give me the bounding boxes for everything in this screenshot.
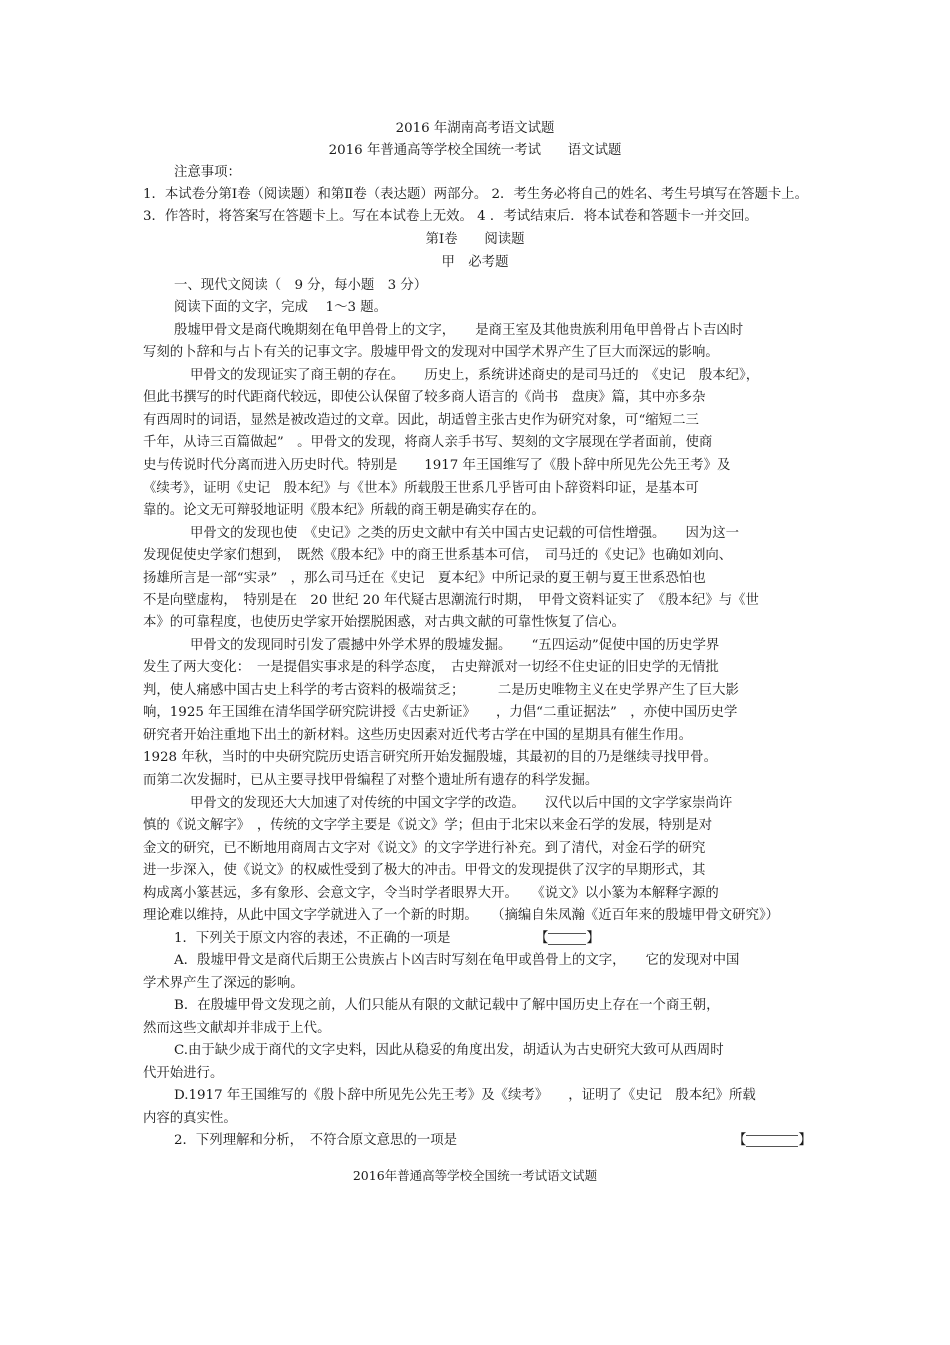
notice-line: 3．作答时，将答案写在答题卡上。写在本试卷上无效。 4 ．考试结束后．将本试卷和答题卡一并交回。 (143, 209, 758, 224)
passage-line: 殷墟甲骨文是商代晚期刻在龟甲兽骨上的文字， 是商王室及其他贵族利用龟甲兽骨占卜吉凶时 (174, 323, 744, 338)
option-b-line: 然而这些文献却并非成于上代。 (143, 1021, 331, 1036)
passage-line: 金文的研究，已不断地用商周古文字对《说文》的文字学进行补充。到了清代，对金石学的研究 (143, 841, 706, 856)
passage-line: 史与传说时代分离而进入历史时代。特别是 1917 年王国维写了《殷卜辞中所见先公先王考》及 (143, 458, 731, 473)
reading-instruction: 阅读下面的文字，完成 1～3 题。 (174, 300, 388, 315)
part-heading: 甲 必考题 (441, 255, 509, 270)
answer-blank (548, 933, 586, 945)
question-1-stem: 1．下列关于原文内容的表述，不正确的一项是 (174, 931, 451, 946)
option-c-line: 代开始进行。 (143, 1066, 224, 1081)
passage-line: 发现促使史学家们想到， 既然《殷本纪》中的商王世系基本可信， 司马迁的《史记》也确如刘向、 (143, 548, 733, 563)
passage-line: 1928 年秋，当时的中央研究院历史语言研究所开始发掘殷墟，其最初的目的乃是继续寻找甲骨。 (143, 750, 717, 765)
option-a-line: A．殷墟甲骨文是商代后期王公贵族占卜凶吉时写刻在龟甲或兽骨上的文字， 它的发现对中国 (174, 953, 740, 968)
passage-line: 写刻的卜辞和与占卜有关的记事文字。殷墟甲骨文的发现对中国学术界产生了巨大而深远的影响。 (143, 345, 719, 360)
passage-line: 《续考》，证明《史记 殷本纪》与《世本》所载殷王世系几乎皆可由卜辞资料印证，是基本可 (143, 481, 699, 496)
option-a-line: 学术界产生了深远的影响。 (143, 976, 304, 991)
option-b-line: B．在殷墟甲骨文发现之前，人们只能从有限的文献记载中了解中国历史上存在一个商王朝， (174, 998, 720, 1013)
notice-heading: 注意事项： (174, 165, 241, 180)
passage-line: 研究者开始注重地下出土的新材料。这些历史因素对近代考古学在中国的星期具有催生作用。 (143, 728, 693, 743)
passage-line: 判，使人痛感中国古史上科学的考古资料的极端贫乏； 二是历史唯物主义在史学界产生了巨大影 (143, 683, 739, 698)
passage-line: 扬雄所言是一部“实录” ，那么司马迁在《史记 夏本纪》中所记录的夏王朝与夏王世系恐怕也 (143, 571, 706, 586)
option-d-line: D.1917 年王国维写的《殷卜辞中所见先公先王考》及《续考》 ，证明了《史记 殷本纪》所载 (174, 1088, 756, 1103)
passage-line: 响，1925 年王国维在清华国学研究院讲授《古史新证》 ，力倡“二重证据法” ，亦使中国历史学 (143, 705, 738, 720)
volume-heading: 第Ⅰ卷 阅读题 (425, 232, 525, 247)
question-2-stem: 2．下列理解和分析， 不符合原文意思的一项是 (174, 1133, 458, 1148)
answer-blank (746, 1135, 798, 1147)
passage-line: 有西周时的词语，显然是被改造过的文章。因此，胡适曾主张古史作为研究对象，可“缩短二三 (143, 413, 699, 428)
bracket-close: 】 (586, 931, 600, 946)
option-c-line: C.由于缺少成于商代的文字史料，因此从稳妥的角度出发，胡适认为古史研究大致可从西周时 (174, 1043, 724, 1058)
exam-subtitle: 2016 年普通高等学校全国统一考试 语文试题 (328, 143, 622, 158)
passage-line: 慎的《说文解字》 ，传统的文字学主要是《说文》学；但由于北宋以来金石学的发展，特别是对 (143, 818, 713, 833)
bracket-open: 【 (535, 931, 549, 946)
passage-line: 千年，从诗三百篇做起” 。甲骨文的发现，将商人亲手书写、契刻的文字展现在学者面前，使商 (143, 435, 713, 450)
question-section-header: 一、现代文阅读（ 9 分，每小题 3 分） (174, 278, 428, 293)
passage-line: 本》的可靠程度，也使历史学家开始摆脱困惑，对古典文献的可靠性恢复了信心。 (143, 615, 626, 630)
passage-line: 但此书撰写的时代距商代较远，即使公认保留了较多商人语言的《尚书 盘庚》篇，其中亦多杂 (143, 390, 706, 405)
passage-line: 甲骨文的发现也使 《史记》之类的历史文献中有关中国古史记载的可信性增强。 因为这一 (190, 526, 740, 541)
passage-line: 不是向壁虚构， 特别是在 20 世纪 20 年代疑古思潮流行时期， 甲骨文资料证实了 《殷本纪》与《世 (143, 593, 759, 608)
notice-line: 1．本试卷分第Ⅰ卷（阅读题）和第Ⅱ卷（表达题）两部分。 2．考生务必将自己的姓名、考生号填写在答题卡上。 (143, 187, 809, 202)
page-title: 2016 年湖南高考语文试题 (395, 121, 555, 136)
passage-line: 进一步深入，使《说文》的权威性受到了极大的冲击。甲骨文的发现提供了汉字的早期形式，其 (143, 863, 706, 878)
answer-bracket-q2[interactable] (733, 1131, 812, 1151)
passage-line: 甲骨文的发现还大大加速了对传统的中国文字学的改造。 汉代以后中国的文字学家崇尚许 (190, 796, 733, 811)
passage-line: 甲骨文的发现证实了商王朝的存在。 历史上，系统讲述商史的是司马迁的 《史记 殷本纪》， (190, 368, 760, 383)
answer-bracket-q1[interactable] (535, 929, 600, 949)
bracket-close: 】 (798, 1133, 812, 1148)
page-footer: 2016年普通高等学校全国统一考试语文试题 (352, 1168, 598, 1183)
passage-line: 发生了两大变化： 一是提倡实事求是的科学态度， 古史辩派对一切经不住史证的旧史学的无情批 (143, 660, 719, 675)
option-d-line: 内容的真实性。 (143, 1111, 237, 1126)
passage-line: 靠的。论文无可辩驳地证明《殷本纪》所载的商王朝是确实存在的。 (143, 503, 545, 518)
bracket-open: 【 (733, 1133, 747, 1148)
passage-line: 甲骨文的发现同时引发了震撼中外学术界的殷墟发掘。 “五四运动”促使中国的历史学界 (190, 638, 720, 653)
passage-source-line: 理论难以维持，从此中国文字学就进入了一个新的时期。 （摘编自朱凤瀚《近百年来的殷墟甲骨文研究》） (143, 908, 780, 923)
passage-line: 而第二次发掘时，已从主要寻找甲骨编程了对整个遗址所有遗存的科学发掘。 (143, 773, 599, 788)
passage-line: 构成离小篆甚远，多有象形、会意文字，令当时学者眼界大开。 《说文》以小篆为本解释字源的 (143, 886, 719, 901)
